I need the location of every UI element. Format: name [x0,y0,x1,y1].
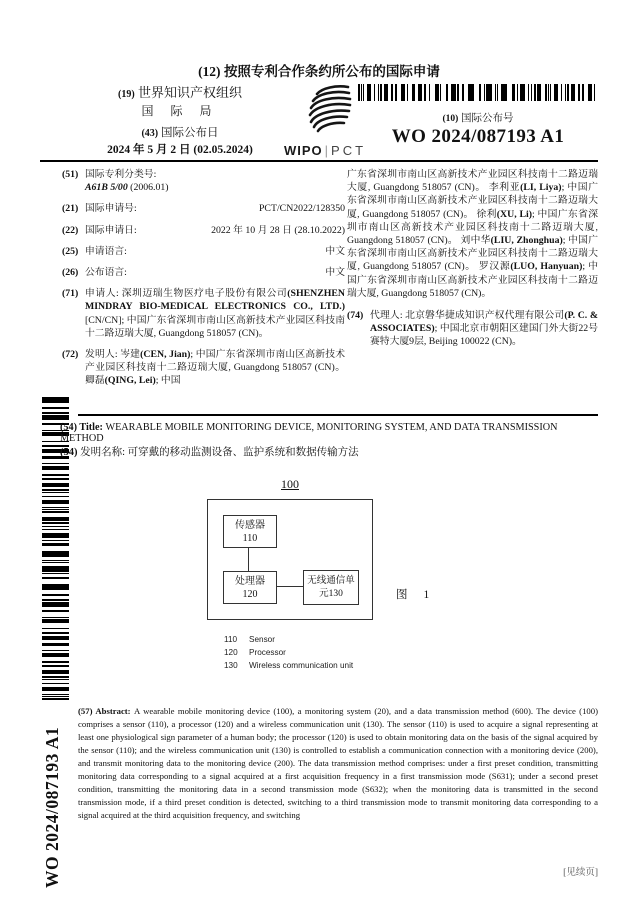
filing-date-name: 国际申请日: [85,224,137,236]
processor-box-number: 120 [242,588,258,600]
figure-connector-vertical [248,547,249,571]
publication-date-title [92,126,268,141]
figure-caption [396,586,429,602]
biblio-left-column [62,168,345,396]
continuation-note: [见续页] [563,868,598,878]
field-application-number [62,202,345,215]
figure-wireless-box [303,570,359,605]
organization-name: 世界知识产权组织 [137,85,242,100]
field-filing-language [62,245,345,258]
legend-label: Sensor [249,635,275,644]
legend-num: 110 [224,635,238,644]
figure-processor-box [223,571,277,604]
publication-type-text: 按照专利合作条约所公布的国际申请 [223,64,440,79]
figure-reference-number: 100 [281,477,299,491]
inventors-text: 发明人: 岑建(CEN, Jian); 中国广东省深圳市南山区高新技术产业园区科技南十二路迈瑞大厦, Guangdong 518057 (CN)。 卿磊(QING, Lei); 中国 [85,349,346,387]
ipc-name: 国际专利分类号: [85,169,157,180]
processor-box-label: 处理器 [235,575,265,587]
filing-date-value: 2022 年 10 月 28 日 (28.10.2022) [211,224,345,236]
title-divider [78,414,598,416]
filing-language-value: 中文 [325,245,345,257]
inid-21: (21) [62,203,79,215]
field-agent [347,309,598,349]
legend-num: 130 [224,661,238,670]
wipo-wordmark: WIPO [283,143,323,158]
sensor-box-number: 110 [242,532,258,544]
publication-date: 2024 年 5 月 2 日 (02.05.2024) [107,144,253,156]
field-publication-language [62,266,345,279]
publication-language-value: 中文 [325,267,345,279]
legend-label: Wireless communication unit [249,661,354,670]
international-bureau: 国 际 局 [141,104,219,118]
figure-caption-zh: 图 [396,589,408,601]
figure-connector-horizontal [276,586,303,587]
publication-number-title [358,110,598,125]
field-inventors [62,348,345,388]
figure-legend [224,633,353,672]
inid-12: (12) [198,64,221,79]
figure-caption-number: 1 [423,589,430,601]
ipc-value: A61B 5/00 (2006.01) [85,182,169,194]
field-applicant [62,287,345,340]
header-divider [40,160,598,162]
title-chinese: (54) 发明名称: 可穿戴的移动监测设备、监护系统和数据传输方法 [60,447,359,458]
inid-19: (19) [118,89,135,100]
legend-num: 120 [224,648,238,657]
biblio-right-column [347,168,598,357]
inid-43: (43) [141,128,159,139]
publication-date-label: 国际公布日 [161,127,219,139]
field-ipc [62,168,345,194]
barcode-horizontal [358,84,598,101]
sensor-box-label: 传感器 [235,519,265,531]
inid-22: (22) [62,224,79,236]
inid-10: (10) [442,114,459,124]
inid-26: (26) [62,267,79,279]
organization-name-line [92,85,268,102]
wireless-box-label-line2: 元130 [319,588,343,599]
agent-text: 代理人: 北京磐华捷成知识产权代理有限公司(P. C. & ASSOCIATES); 中国北京市朝阳区建国门外大街22号赛特大厦9层, Beijing 100022 (CN)。 [370,310,598,348]
wireless-box-label-line1: 无线通信单 [307,576,355,586]
wordmark-divider: | [324,143,330,158]
field-filing-date [62,224,345,237]
pct-wordmark: PCT [331,143,367,158]
legend-row-processor [224,646,353,659]
inid-51: (51) [62,169,79,180]
filing-language-name: 申请语言: [85,245,127,257]
title-english: (54) Title: WEARABLE MOBILE MONITORING DEVICE, MONITORING SYSTEM, AND DATA TRANSMISSION METHOD [60,422,558,444]
inid-71: (71) [62,288,79,300]
application-number-value: PCT/CN2022/128350 [258,203,345,215]
vertical-publication-number: WO 2024/087193 A1 [42,726,62,888]
abstract-paragraph: (57) Abstract: A wearable mobile monitoring device (100), a monitoring system (20), and a data transmission method (600). The device (100) comprises a sensor (110), a processor (120) and a wireless communication unit (130). The sensor (110) is used to acquire a signal representing at least one physiological sign parameter of a human body; the processor (120) is used to obtain monitoring data on the basis of the signal acquired by the sensor (110); and the wireless communication unit (130) is controlled to establish a communication connection with a monitoring device (200), and transmit monitoring data to the monitoring device (200). The data transmission method comprises: under a first preset condition, transmitting monitoring data corresponding to a signal acquired at a first acquisition frequency in a first transmission mode (S631); under a second preset condition, transmitting the monitoring data in a second transmission mode (S632); when the monitoring data is transmitted in the second transmission mode, if a third preset condition is detected, switching to a third transmission mode to transmit monitoring data corresponding to a signal acquired at the third acquisition frequency, and switching [78,706,598,820]
applicant-text: 申请人: 深圳迈瑞生物医疗电子股份有限公司(SHENZHEN MINDRAY BIO-MEDICAL ELECTRONICS CO., LTD.) [CN/CN]; 中国广东省深圳市南山区高新技术产业园区科技南十二路迈瑞大厦, Guangdong 518057 (CN)。 [85,288,345,339]
figure-sensor-box [223,515,277,548]
inventors-continued-text: 广东省深圳市南山区高新技术产业园区科技南十二路迈瑞大厦, Guangdong 518057 (CN)。 李利亚(LI, Liya); 中国广东省深圳市南山区高新技术产业园区科技南十二路迈瑞大厦, Guangdong 518057 (CN)。 徐利(XU, Li); 中国广东省深圳市南山区高新技术产业园区科技南十二路迈瑞大厦, Guangdong 518057 (CN)。 刘中华(LIU, Zhonghua); 中国广东省深圳市南山区高新技术产业园区科技南十二路迈瑞大厦, Guangdong 518057 (CN)。 罗汉源(LUO, Hanyuan); 中国广东省深圳市南山区高新技术产业园区科技南十二路迈瑞大厦, Guangdong 518057 (CN)。 [347,169,599,299]
publication-language-name: 公布语言: [85,267,127,279]
legend-row-sensor [224,633,353,646]
publication-number: WO 2024/087193 A1 [391,126,565,147]
wipo-swirl-icon [296,84,354,136]
inid-25: (25) [62,245,79,257]
inid-72: (72) [62,349,79,361]
publication-number-block [358,84,598,148]
publication-number-label: 国际公布号 [460,113,514,124]
legend-label: Processor [249,648,286,657]
publication-type-line [40,60,598,80]
application-number-name: 国际申请号: [85,203,137,215]
inid-74: (74) [347,310,364,322]
issuing-organization [92,85,268,158]
legend-row-wireless [224,659,353,672]
